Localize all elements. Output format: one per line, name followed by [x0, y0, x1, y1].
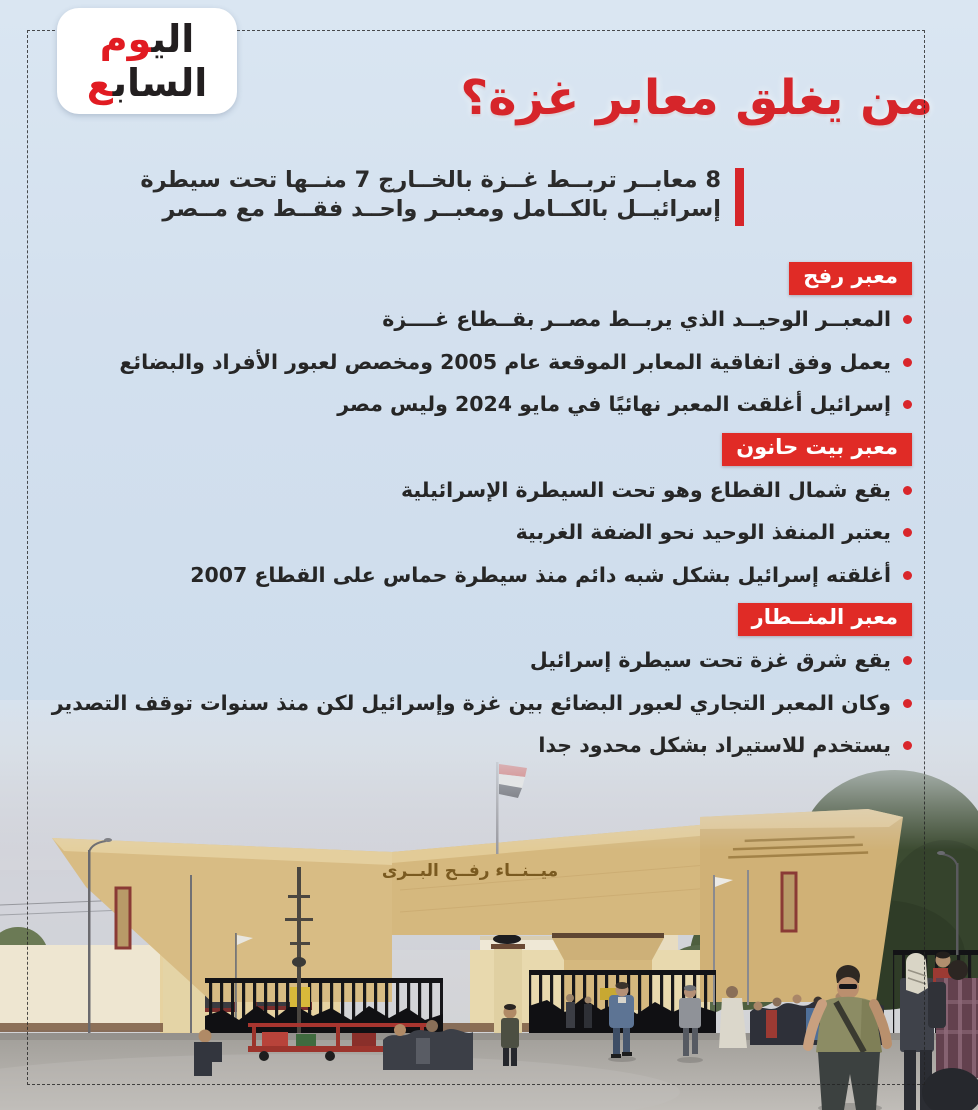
section-rafah: [52, 262, 912, 433]
page-title: من يغلق معابر غزة؟: [460, 70, 933, 126]
bullet-text: وكان المعبر التجاري لعبور البضائع بين غزة وإسرائيل لكن منذ سنوات توقف التصدير: [51, 690, 891, 715]
bullet-text: أغلقته إسرائيل بشكل شبه دائم منذ سيطرة حماس على القطاع 2007: [190, 562, 891, 587]
bullet-item: [52, 646, 912, 689]
logo-line2: الساب‍‍ع: [86, 61, 208, 105]
bullet-icon: [903, 699, 912, 708]
section-header: معبر بيت حانون: [722, 433, 912, 466]
bullet-icon: [903, 486, 912, 495]
section-header: معبر المنــطار: [738, 603, 912, 636]
bullet-icon: [903, 315, 912, 324]
intro-block: [140, 166, 744, 226]
section-beit-hanoun: [52, 433, 912, 604]
bullet-text: يقع شرق غزة تحت سيطرة إسرائيل: [529, 648, 891, 672]
bullet-item: [52, 476, 912, 519]
section-muntar: [52, 603, 912, 774]
bullet-item: [52, 305, 912, 348]
bullet-item: [52, 689, 912, 732]
bullet-text: يستخدم للاستيراد بشكل محدود جدا: [538, 733, 891, 757]
bullet-icon: [903, 656, 912, 665]
intro-accent-bar: [735, 168, 744, 226]
bullet-text: إسرائيل أغلقت المعبر نهائيًا في مايو 2024 وليس مصر: [337, 392, 891, 416]
bullet-item: [52, 518, 912, 561]
bullet-icon: [903, 571, 912, 580]
bullet-text: يقع شمال القطاع وهو تحت السيطرة الإسرائيلية: [400, 477, 891, 502]
bullet-text: يعتبر المنفذ الوحيد نحو الضفة الغربية: [515, 520, 891, 544]
bullet-icon: [903, 528, 912, 537]
youm7-logo: [57, 8, 237, 114]
gate-sign: ميــنــاء رفــح البــرى: [381, 861, 559, 881]
bullet-icon: [903, 741, 912, 750]
bullet-text: المعبــر الوحيــد الذي يربــط مصــر بقــطاع غــــزة: [382, 307, 891, 331]
bullet-icon: [903, 358, 912, 367]
section-header: معبر رفح: [789, 262, 912, 295]
bullet-icon: [903, 400, 912, 409]
logo-line1: الي‍‍وم: [99, 17, 195, 61]
sections: [52, 262, 912, 774]
bullet-text: يعمل وفق اتفاقية المعابر الموقعة عام 2005 ومخصص لعبور الأفراد والبضائع: [119, 349, 891, 374]
bullet-item: [52, 390, 912, 433]
bullet-item: [52, 348, 912, 391]
bullet-item: [52, 731, 912, 774]
intro-text: 8 معابــر تربــط غــزة بالخــارج 7 منــها تحت سيطرة إسرائيــل بالكــامل ومعبــر واحــد فقــط مع مــصر: [140, 167, 721, 222]
bullet-item: [52, 561, 912, 604]
